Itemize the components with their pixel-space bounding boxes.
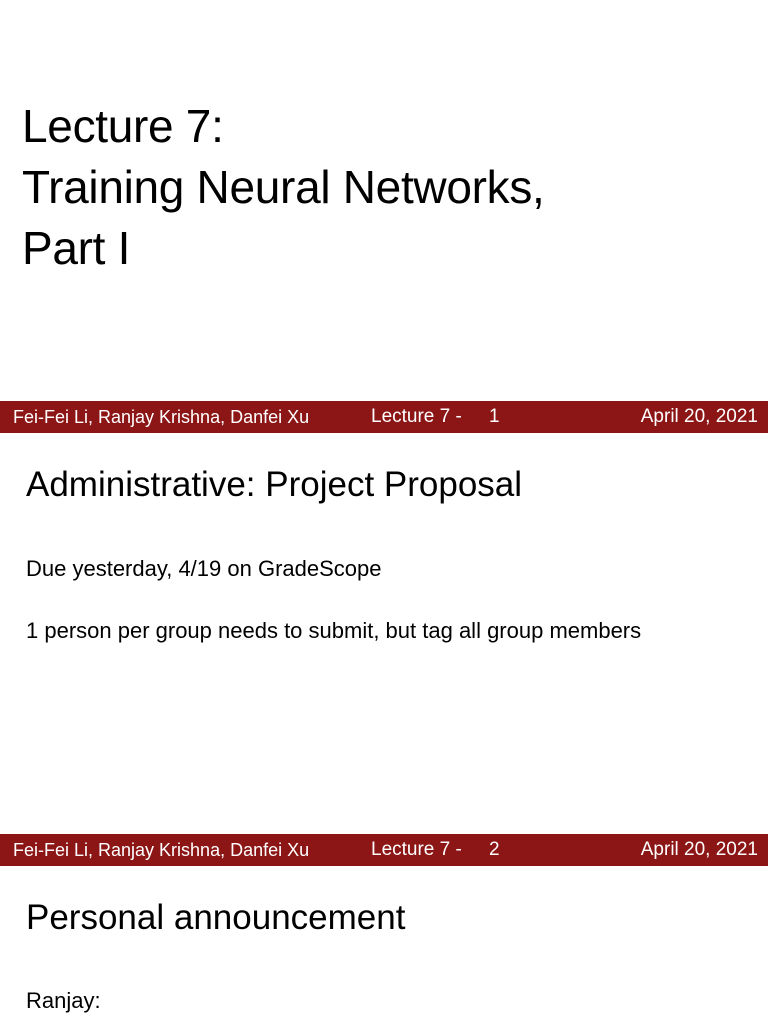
footer-page-number: 2 xyxy=(489,839,500,860)
body-text-line: Due yesterday, 4/19 on GradeScope xyxy=(26,556,382,581)
footer-lecture-label: Lecture 7 - xyxy=(371,406,462,427)
title-line-2: Training Neural Networks, xyxy=(22,161,545,213)
slide-heading: Personal announcement xyxy=(26,898,406,937)
title-line-1: Lecture 7: xyxy=(22,100,224,152)
lecture-title xyxy=(22,96,545,279)
slide-footer-1 xyxy=(0,401,768,433)
footer-authors: Fei-Fei Li, Ranjay Krishna, Danfei Xu xyxy=(13,407,310,427)
slide-heading: Administrative: Project Proposal xyxy=(26,465,523,504)
slide-1 xyxy=(0,0,768,401)
body-text-line: 1 person per group needs to submit, but tag all group members xyxy=(26,618,642,643)
title-line-3: Part I xyxy=(22,222,131,274)
footer-date: April 20, 2021 xyxy=(640,839,758,860)
slide-3 xyxy=(0,866,768,1024)
footer-date: April 20, 2021 xyxy=(640,406,758,427)
footer-lecture-label: Lecture 7 - xyxy=(371,839,462,860)
slide-footer-2 xyxy=(0,834,768,866)
body-text-line: Ranjay: xyxy=(26,988,101,1013)
footer-authors: Fei-Fei Li, Ranjay Krishna, Danfei Xu xyxy=(13,840,310,860)
footer-page-number: 1 xyxy=(489,406,500,427)
slide-2 xyxy=(0,433,768,834)
